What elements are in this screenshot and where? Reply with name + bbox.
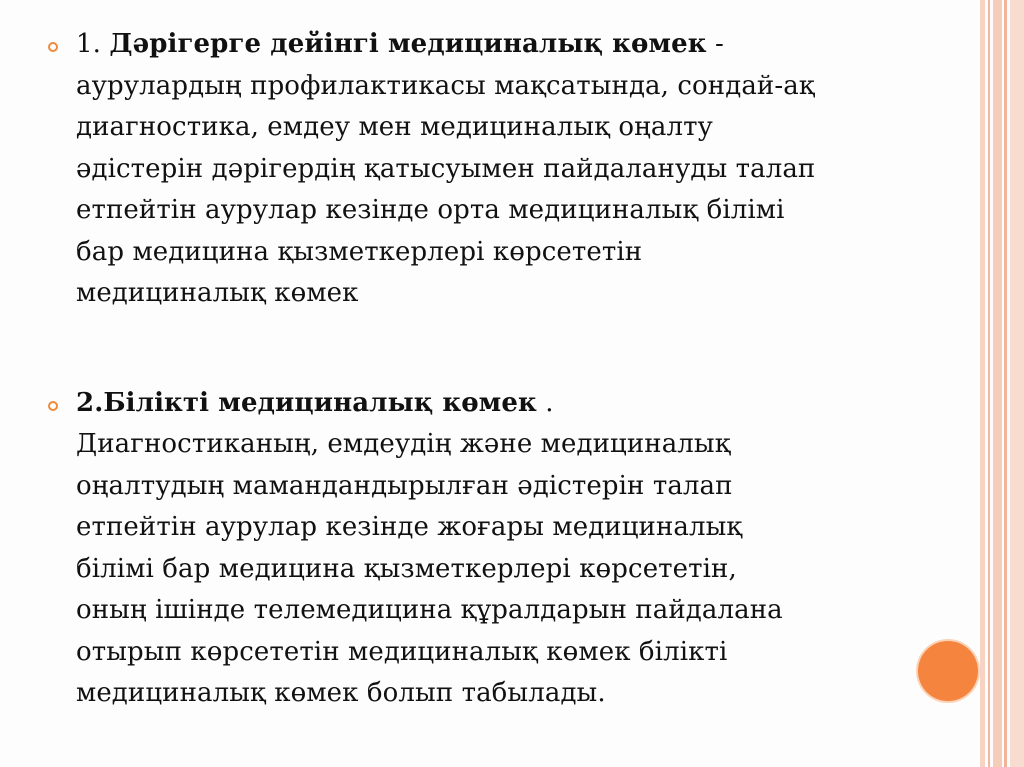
- bullet-item-2: [46, 383, 966, 715]
- stripe: [980, 0, 985, 767]
- text-line: етпейтін аурулар кезінде орта медициналық білімі: [76, 195, 785, 225]
- text-line: оңалтудың мамандандырылған әдістерін талап: [76, 470, 733, 501]
- text-line: [76, 383, 966, 425]
- bullet-circle-icon: [48, 42, 58, 52]
- text-line: әдістерін дәрігердің қатысуымен пайдалануды талап: [76, 153, 816, 184]
- text-line: Диагностиканың, емдеудің және медициналық: [76, 429, 731, 459]
- slide-content: [46, 14, 966, 715]
- decorative-side-stripes: [980, 0, 1024, 767]
- text-line: [76, 24, 966, 66]
- bullet-heading: Дәрігерге дейінгі медициналық көмек: [109, 29, 707, 59]
- bullet-circle-icon: [48, 401, 58, 411]
- text-line: медициналық көмек: [76, 278, 359, 308]
- bullet-heading: 2.Білікті медициналық көмек: [76, 387, 537, 418]
- heading-suffix: -: [706, 29, 724, 59]
- bullet-text: [76, 24, 966, 315]
- text-line: етпейтін аурулар кезінде жоғары медициналық: [76, 512, 743, 542]
- bullet-number: 1.: [76, 29, 110, 59]
- text-line: оның ішінде телемедицина құралдарын пайдалана: [76, 595, 783, 625]
- heading-suffix: .: [536, 387, 554, 418]
- text-line: аурулардың профилактикасы мақсатында, сондай-ақ: [76, 70, 815, 101]
- stripe: [988, 0, 990, 767]
- stripe: [1004, 0, 1007, 767]
- bullet-text: [76, 383, 966, 715]
- text-line: медициналық көмек болып табылады.: [76, 678, 606, 708]
- decorative-orange-circle: [918, 641, 978, 701]
- text-line: бар медицина қызметкерлері көрсететін: [76, 236, 643, 267]
- text-line: отырып көрсететін медициналық көмек білікті: [76, 636, 728, 667]
- stripe: [993, 0, 1002, 767]
- bullet-item-1: [46, 24, 966, 315]
- text-line: білімі бар медицина қызметкерлері көрсететін,: [76, 553, 737, 584]
- text-line: диагностика, емдеу мен медициналық оңалту: [76, 112, 713, 142]
- stripe: [1010, 0, 1024, 767]
